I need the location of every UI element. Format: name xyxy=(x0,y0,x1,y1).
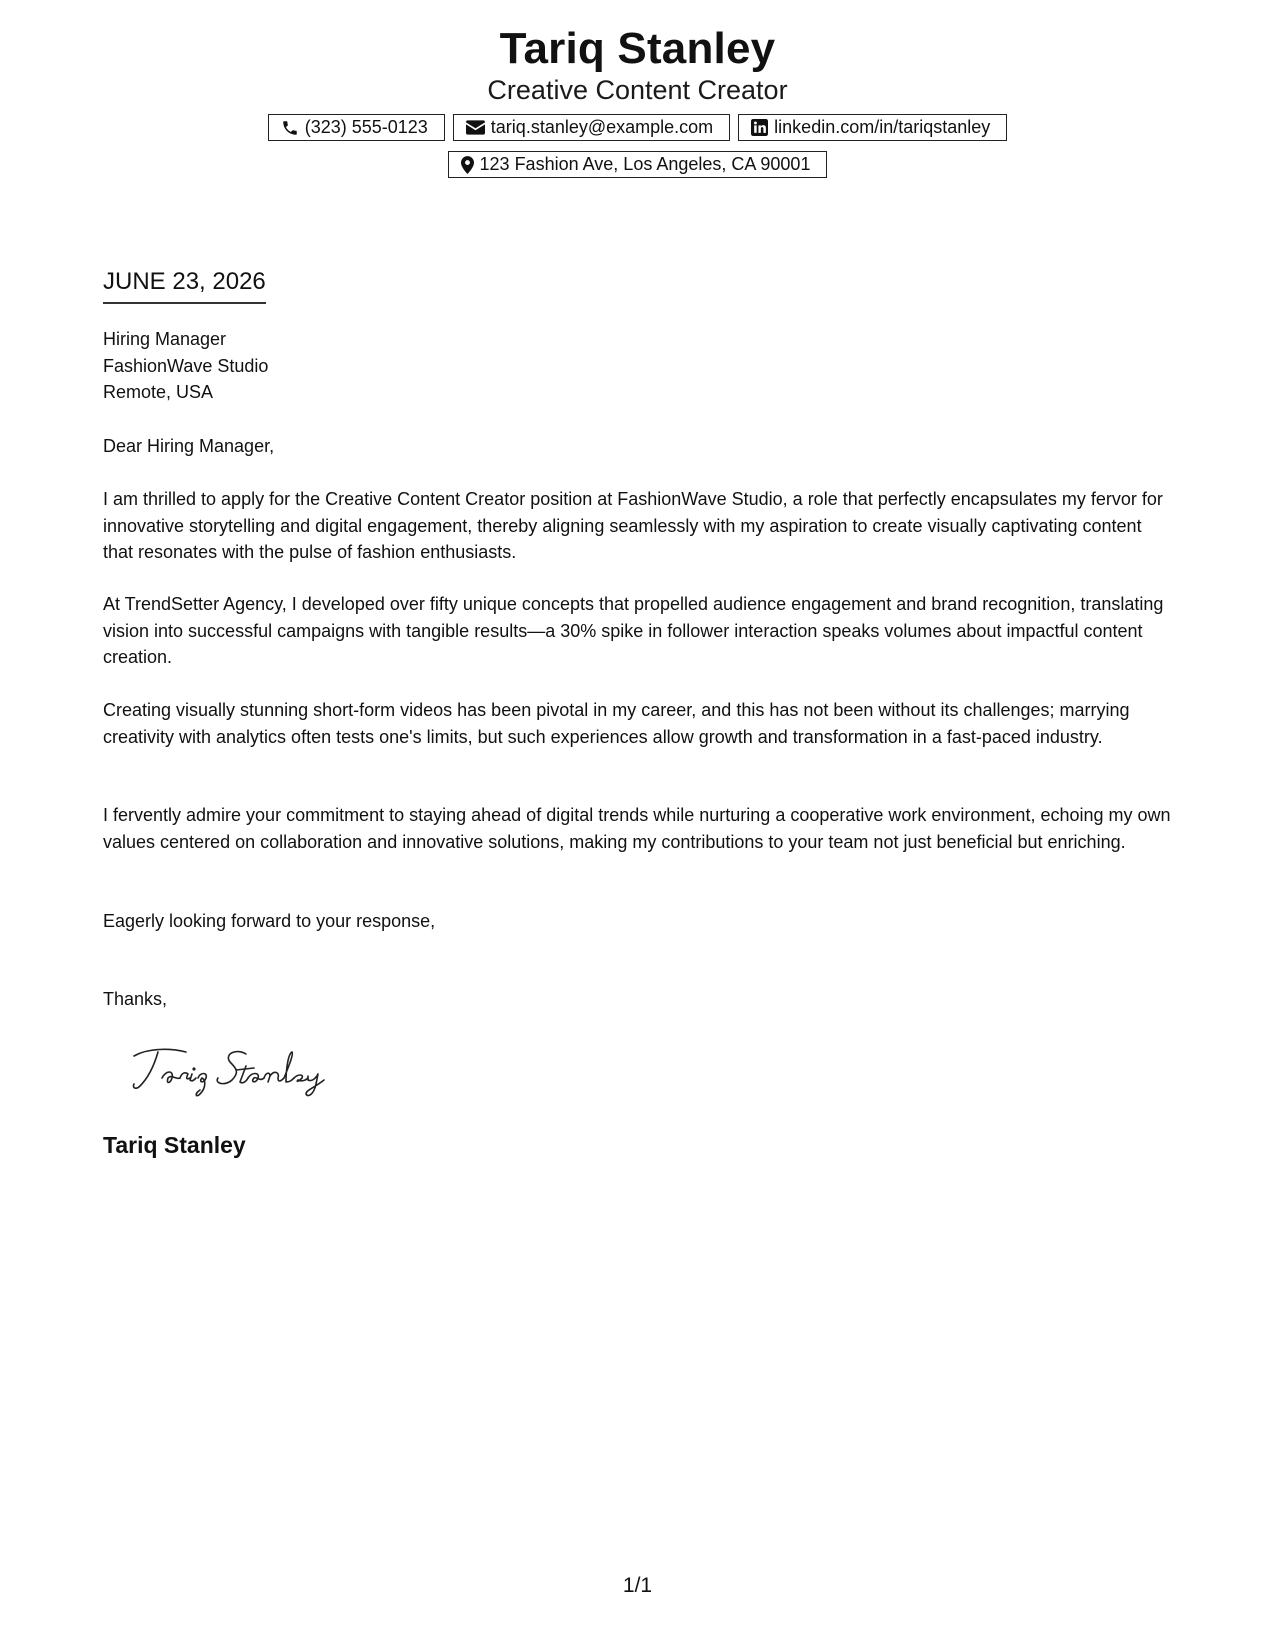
phone-text: (323) 555-0123 xyxy=(304,117,428,137)
recipient-name: Hiring Manager xyxy=(103,329,227,349)
body-paragraph: I fervently admire your commitment to staying ahead of digital trends while nurturing a cooperative work environment, echoing my own values centered on collaboration and innovative solutions, making my contributions to your team not just beneficial but enriching. xyxy=(103,805,1171,852)
contact-row-address xyxy=(0,151,1275,178)
body-paragraph: I am thrilled to apply for the Creative Content Creator position at FashionWave Studio, a role that perfectly encapsulates my fervor for innovative storytelling and digital engagement, thereby aligning seamlessly with my aspiration to create visually captivating content that resonates with the pulse of fashion enthusiasts. xyxy=(103,489,1163,562)
applicant-name: Tariq Stanley xyxy=(499,24,776,73)
signed-name: Tariq Stanley xyxy=(103,1132,246,1158)
address-contact xyxy=(448,151,828,178)
recipient-location: Remote, USA xyxy=(103,382,214,402)
email-contact[interactable] xyxy=(453,114,730,141)
letter-date: JUNE 23, 2026 xyxy=(103,266,266,304)
email-text: tariq.stanley@example.com xyxy=(490,117,714,137)
sign-off: Thanks, xyxy=(103,989,168,1009)
closing-line: Eagerly looking forward to your response, xyxy=(103,911,436,931)
envelope-icon xyxy=(466,120,485,135)
recipient-company: FashionWave Studio xyxy=(103,355,269,376)
address-text: 123 Fashion Ave, Los Angeles, CA 90001 xyxy=(479,154,811,174)
recipient-block xyxy=(103,326,268,406)
body-paragraph: At TrendSetter Agency, I developed over fifty unique concepts that propelled audience engagement and brand recognition, translating vision into successful campaigns with tangible results—a 30% spike in follower interaction speaks volumes about impactful content creation. xyxy=(103,594,1164,667)
contact-row xyxy=(0,114,1275,141)
handwritten-signature xyxy=(128,1044,340,1100)
page-number: 1/1 xyxy=(622,1574,653,1597)
linkedin-icon xyxy=(751,119,768,136)
phone-contact[interactable] xyxy=(268,114,445,141)
map-pin-icon xyxy=(461,156,474,174)
salutation: Dear Hiring Manager, xyxy=(103,436,275,456)
job-title: Creative Content Creator xyxy=(487,75,788,105)
phone-icon xyxy=(281,119,299,137)
body-paragraph: Creating visually stunning short-form videos has been pivotal in my career, and this has not been without its challenges; marrying creativity with analytics often tests one's limits, but such experiences allow growth and transformation in a fast-paced industry. xyxy=(103,700,1130,747)
linkedin-contact[interactable] xyxy=(738,114,1007,141)
linkedin-text: linkedin.com/in/tariqstanley xyxy=(774,117,991,137)
